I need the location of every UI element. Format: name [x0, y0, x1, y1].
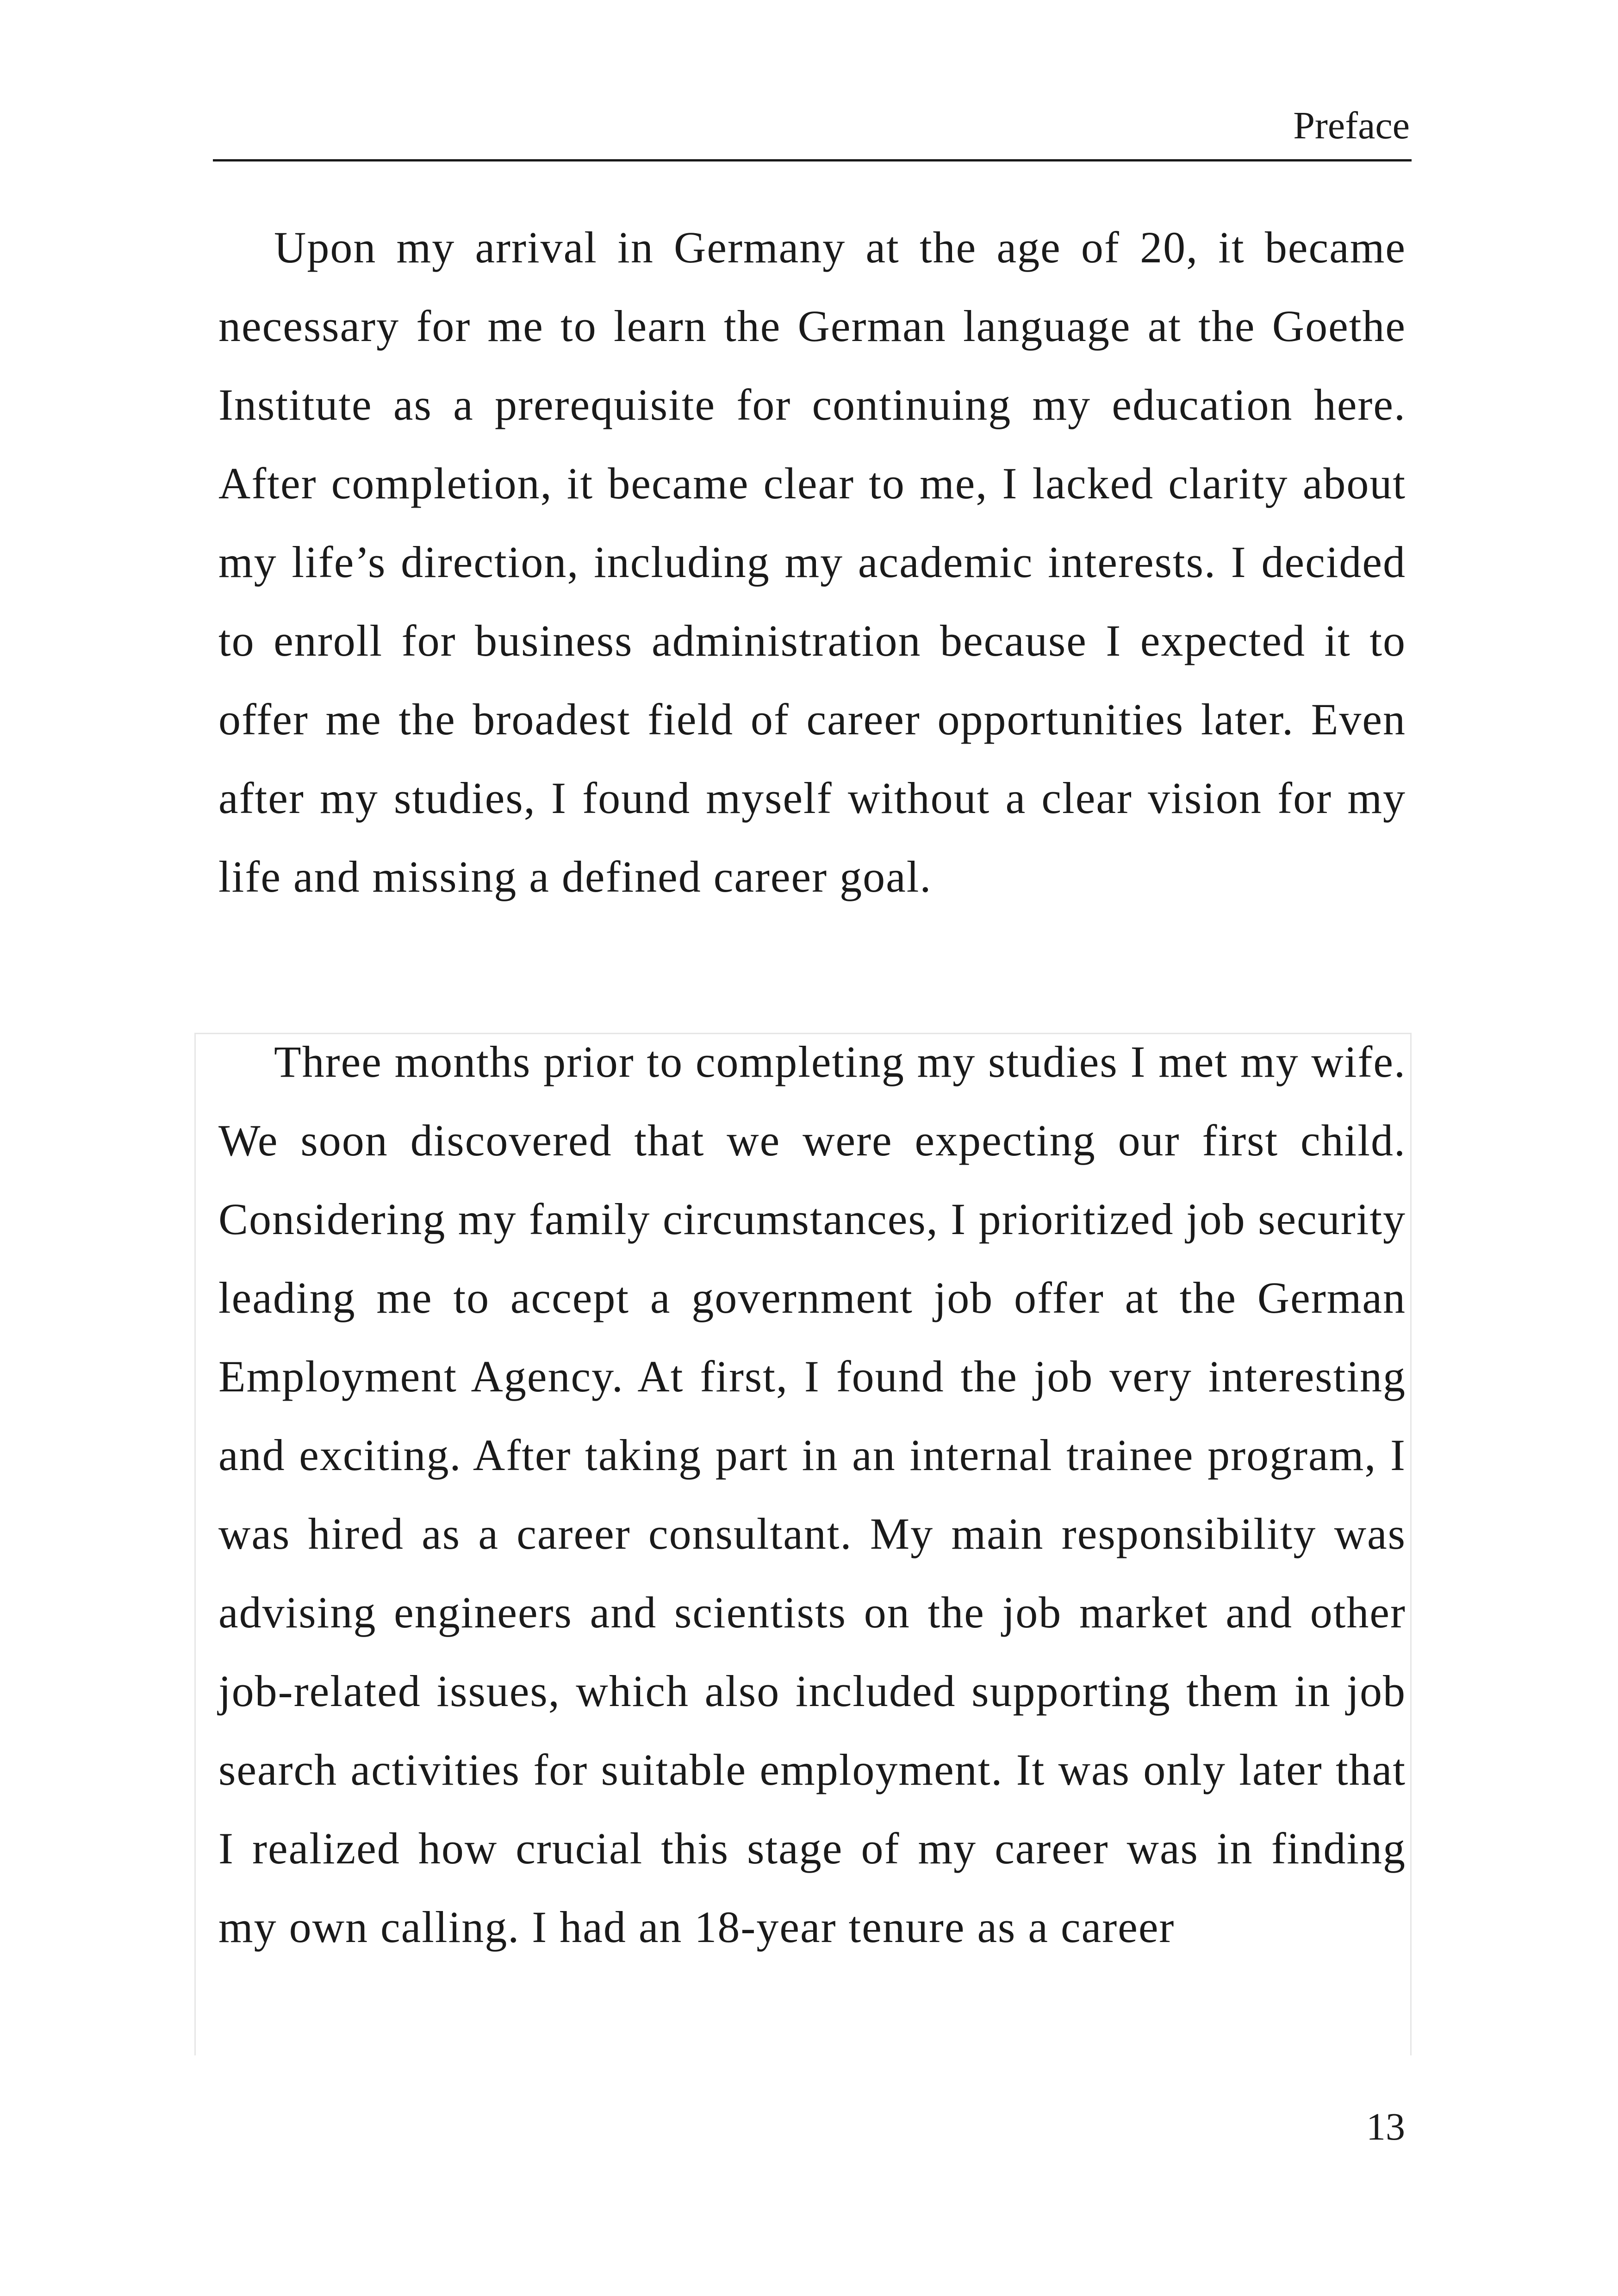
header-divider: [213, 159, 1412, 161]
paragraph-arrival-germany: Upon my arrival in Germany at the age of 20, it became necessary for me to learn the German language at the Goethe Institute as a prerequisite for continuing my education here. After completion, it became clear to me, I lacked clarity about my life’s direction, including my academic interests. I decided to enroll for business administration because I expected it to offer me the broadest field of career opportunities later. Even after my studies, I found myself without a clear vision for my life and missing a defined career goal.: [218, 223, 1406, 901]
page-number: 13: [1366, 2105, 1405, 2148]
paragraph-career-start: Three months prior to completing my studies I met my wife. We soon discovered that we were expecting our first child. Considering my family circumstances, I prioritized job security leading me to accept a government job offer at the German Employment Agency. At first, I found the job very interesting and exciting. After taking part in an internal trainee program, I was hired as a career consultant. My main responsibility was advising engineers and scientists on the job market and other job-related issues, which also included supporting them in job search activities for suitable employment. It was only later that I realized how crucial this stage of my career was in finding my own calling. I had an 18-year tenure as a career: [218, 1037, 1406, 1952]
running-header-title: Preface: [1293, 104, 1410, 147]
